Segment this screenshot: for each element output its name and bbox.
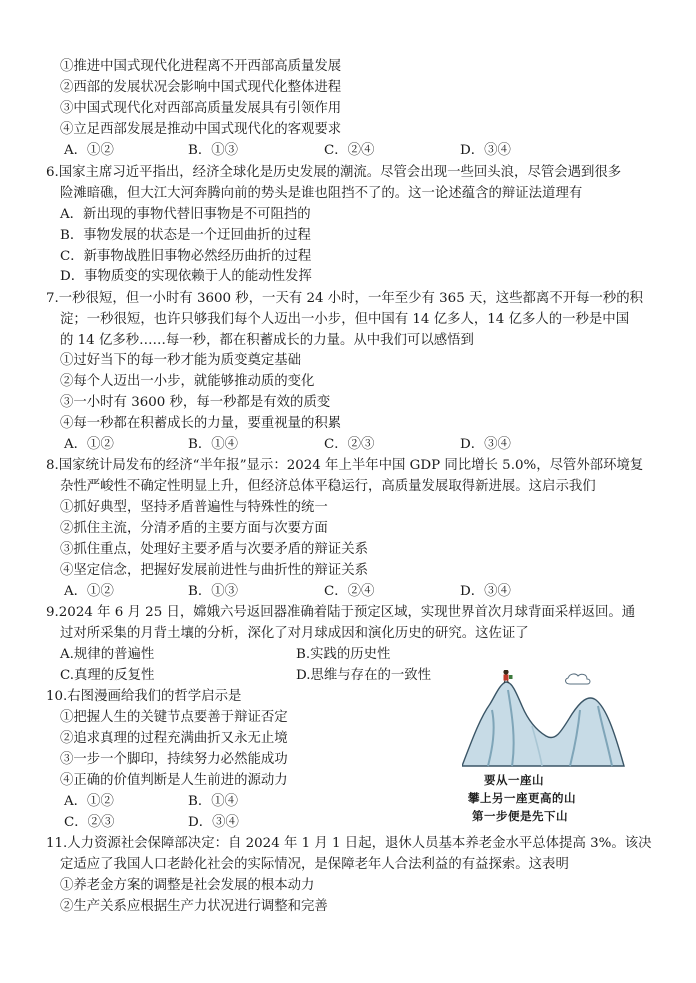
q7-stem-1: 7.一秒很短，但一小时有 3600 秒，一天有 24 小时，一年至少有 365 天，这些都离不开每一秒的积 (46, 291, 644, 306)
q6-option-c: C．新事物战胜旧事物必然经历曲折的过程 (60, 249, 312, 264)
q7-stem-3: 的 14 亿多秒……每一秒，都在积蓄成长的力量。从中我们可以感悟到 (60, 333, 474, 348)
q7-option-a: A．①② (64, 437, 114, 452)
q11-stem-1: 11.人力资源社会保障部决定：自 2024 年 1 月 1 日起，退休人员基本养老金水平总体提高 3%。该决 (46, 836, 652, 851)
q10-option-c: C．②③ (64, 815, 115, 830)
q5-option-a: A．①② (64, 143, 114, 158)
q6-option-b: B．事物发展的状态是一个迂回曲折的过程 (60, 228, 311, 243)
q11-stem-2: 定适应了我国人口老龄化社会的实际情况，是保障老年人合法利益的有益探索。这表明 (60, 857, 569, 872)
q8-item-3: ③抓住重点，处理好主要矛盾与次要矛盾的辩证关系 (60, 542, 368, 557)
q5-item-1: ①推进中国式现代化进程离不开西部高质量发展 (60, 59, 342, 74)
q10-option-a: A．①② (64, 794, 114, 809)
q8-option-b: B．①③ (188, 584, 239, 599)
q9-stem-1: 9.2024 年 6 月 25 日，嫦娥六号返回器准确着陆于预定区域，实现世界首次月球背面采样返回。通 (46, 605, 636, 620)
q10-item-1: ①把握人生的关键节点要善于辩证否定 (60, 710, 288, 725)
q5-item-3: ③中国式现代化对西部高质量发展具有引领作用 (60, 101, 342, 116)
q6-option-a: A．新出现的事物代替旧事物是不可阻挡的 (60, 207, 311, 222)
q7-item-3: ③一小时有 3600 秒，每一秒都是有效的质变 (60, 395, 331, 410)
q9-option-d: D.思维与存在的一致性 (296, 668, 432, 683)
q8-option-a: A．①② (64, 584, 114, 599)
q8-option-c: C．②④ (324, 584, 375, 599)
q10-item-4: ④正确的价值判断是人生前进的源动力 (60, 773, 288, 788)
q5-option-b: B．①③ (188, 143, 239, 158)
q8-option-d: D．③④ (460, 584, 511, 599)
q9-stem-2: 过对所采集的月背土壤的分析，深化了对月球成因和演化历史的研究。这佐证了 (60, 626, 529, 641)
q9-option-b: B.实践的历史性 (296, 647, 391, 662)
q5-option-c: C．②④ (324, 143, 375, 158)
comic-caption-1: 要从一座山 (484, 773, 544, 787)
q7-item-2: ②每个人迈出一小步，就能够推动质的变化 (60, 374, 315, 389)
q8-stem-2: 杂性严峻性不确定性明显上升，但经济总体平稳运行，高质量发展取得新进展。这启示我们 (60, 479, 596, 494)
q8-stem-1: 8.国家统计局发布的经济“半年报”显示：2024 年上半年中国 GDP 同比增长 5.0%，尽管外部环境复 (46, 458, 644, 473)
q8-item-1: ①抓好典型，坚持矛盾普遍性与特殊性的统一 (60, 500, 328, 515)
q9-option-c: C.真理的反复性 (60, 668, 155, 683)
comic-caption-3: 第一步便是先下山 (472, 809, 568, 823)
q10-item-2: ②追求真理的过程充满曲折又永无止境 (60, 731, 288, 746)
q10-stem: 10.右图漫画给我们的哲学启示是 (46, 689, 242, 704)
q6-option-d: D．事物质变的实现依赖于人的能动性发挥 (60, 269, 312, 284)
q7-stem-2: 淀；一秒很短，也许只够我们每个人迈出一小步，但中国有 14 亿多人，14 亿多人的一秒是中国 (60, 312, 630, 327)
q7-option-d: D．③④ (460, 437, 511, 452)
q6-stem-2: 险滩暗礁，但大江大河奔腾向前的势头是谁也阻挡不了的。这一论述蕴含的辩证法道理有 (60, 186, 583, 201)
q5-option-d: D．③④ (460, 143, 511, 158)
mountain-drawing (462, 670, 632, 770)
q7-item-4: ④每一秒都在积蓄成长的力量，要重视量的积累 (60, 416, 342, 431)
q5-item-4: ④立足西部发展是推动中国式现代化的客观要求 (60, 122, 342, 137)
q11-item-2: ②生产关系应根据生产力状况进行调整和完善 (60, 899, 328, 914)
q5-item-2: ②西部的发展状况会影响中国式现代化整体进程 (60, 80, 342, 95)
comic-caption-2: 攀上另一座更高的山 (468, 791, 576, 805)
q8-item-4: ④坚定信念，把握好发展前进性与曲折性的辩证关系 (60, 563, 368, 578)
comic-illustration (462, 670, 632, 826)
q10-option-b: B．①④ (188, 794, 239, 809)
q11-item-1: ①养老金方案的调整是社会发展的根本动力 (60, 878, 315, 893)
q8-item-2: ②抓住主流，分清矛盾的主要方面与次要方面 (60, 521, 328, 536)
q7-item-1: ①过好当下的每一秒才能为质变奠定基础 (60, 353, 302, 368)
q7-option-c: C．②③ (324, 437, 375, 452)
q6-stem-1: 6.国家主席习近平指出，经济全球化是历史发展的潮流。尽管会出现一些回头浪，尽管会遇到很多 (46, 165, 622, 180)
q10-item-3: ③一步一个脚印，持续努力必然能成功 (60, 752, 288, 767)
q7-option-b: B．①④ (188, 437, 239, 452)
q10-option-d: D．③④ (188, 815, 239, 830)
q9-option-a: A.规律的普遍性 (60, 647, 155, 662)
